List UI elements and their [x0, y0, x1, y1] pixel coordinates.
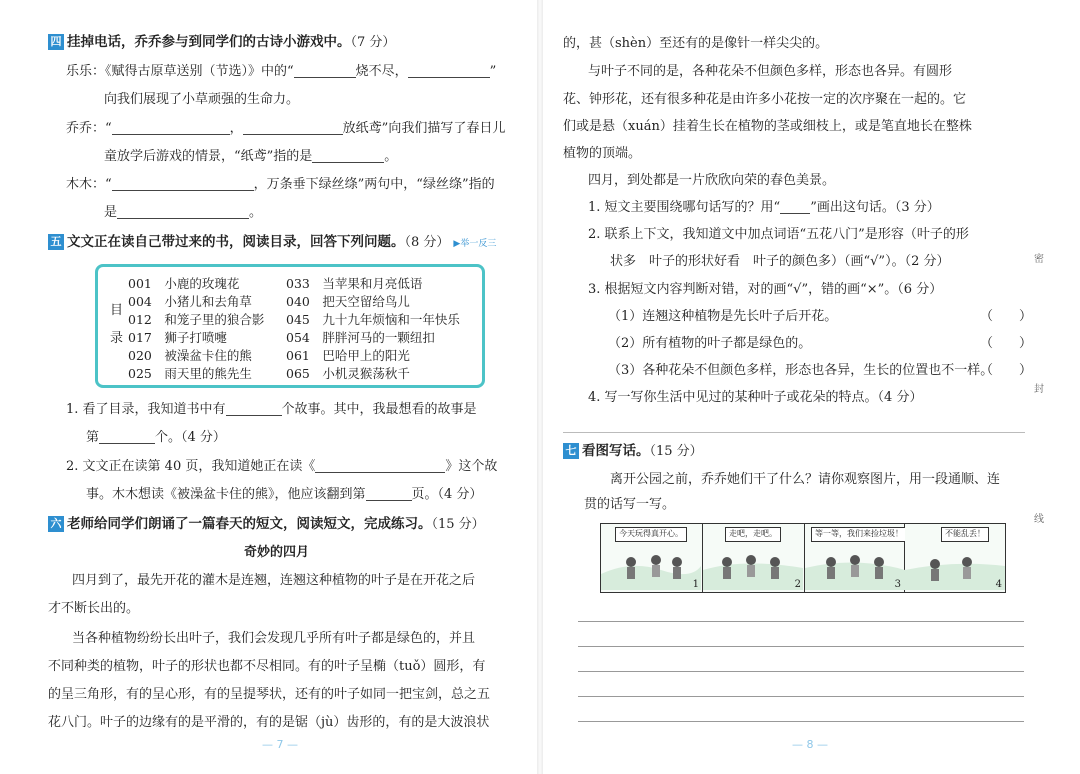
section-points: （15 分） — [649, 444, 703, 459]
story-paragraph-line: 植物的顶端。 — [563, 146, 642, 161]
page-number: — 8 — — [792, 738, 828, 751]
section-5-heading — [48, 233, 496, 253]
q5-2-line2: 事。木木想读《被澡盆卡住的熊》，他应该翻到第 页。（4 分） — [86, 487, 483, 502]
story-paragraph-line: 与叶子不同的是，各种花朵不但颜色多样，形态也各异。有圆形 — [588, 64, 953, 79]
answer-blank[interactable] — [112, 120, 230, 135]
answer-blank[interactable] — [315, 458, 445, 473]
section-title: 看图写话。 — [582, 443, 650, 459]
writing-line[interactable] — [578, 646, 1024, 647]
answer-blank[interactable] — [243, 120, 343, 135]
answer-blank[interactable] — [226, 401, 282, 416]
toc-entry: 065 小机灵猴荡秋千 — [286, 366, 410, 381]
speech-bubble: 走吧，走吧。 — [725, 527, 781, 542]
panel-number: 1 — [692, 579, 699, 590]
section-number-badge: 七 — [563, 443, 579, 459]
seal-line-mark: 密 — [1034, 254, 1044, 265]
toc-entry: 017 狮子打喷嚏 — [128, 330, 227, 345]
panel-number: 4 — [995, 579, 1002, 590]
toc-entry: 012 和笼子里的狼合影 — [128, 312, 265, 327]
q4-qiaoqiao-line2: 童放学后游戏的情景，“纸鸢”指的是 。 — [104, 149, 398, 164]
judgement-paren[interactable]: （ ） — [980, 363, 1033, 378]
q5-2-line: 2. 文文正在读第 40 页，我知道她正在读《 》这个故 — [66, 459, 498, 474]
section-title: 文文正在读自己带过来的书，阅读目录，回答下列问题。 — [67, 234, 405, 250]
writing-prompt: 贯的话写一写。 — [584, 497, 676, 512]
story-title: 奇妙的四月 — [244, 545, 310, 560]
speech-bubble: 等一等，我们来捡垃圾！ — [811, 527, 907, 542]
children-leaving-illustration — [703, 540, 803, 590]
q5-1-line2: 第 个。（4 分） — [86, 430, 226, 445]
q4-mumu-line2: 是 。 — [104, 205, 263, 220]
answer-blank[interactable] — [780, 199, 810, 214]
story-paragraph-line: 们或是悬（xuán）挂着生长在植物的茎或细枝上，或是笔直地长在整株 — [563, 119, 972, 134]
q6-2-line: 2. 联系上下文，我知道文中加点词语“五花八门”是形容（叶子的形 — [588, 227, 969, 242]
story-paragraph-line: 四月到了，最先开花的灌木是连翘，连翘这种植物的叶子是在开花之后 — [72, 573, 476, 588]
q4-qiaoqiao-line: 乔乔：“ ， 放纸鸢”向我们描写了春日儿 — [66, 121, 506, 136]
toc-entry: 020 被澡盆卡住的熊 — [128, 348, 252, 363]
story-paragraph-line: 当各种植物纷纷长出叶子，我们会发现几乎所有叶子都是绿色的，并且 — [72, 631, 476, 646]
writing-line[interactable] — [578, 696, 1024, 697]
toc-entry: 004 小猪儿和去角草 — [128, 294, 252, 309]
comic-panel — [805, 524, 905, 592]
q5-1-line: 1. 看了目录，我知道书中有 个故事。其中，我最想看的故事是 — [66, 402, 477, 417]
speech-bubble: 不能乱丢！ — [941, 527, 989, 542]
answer-blank[interactable] — [112, 176, 254, 191]
section-points: （8 分） — [404, 235, 450, 250]
children-picnic-illustration — [601, 540, 701, 590]
q6-1-line: 1. 短文主要围绕哪句话写的？用“ ”画出这句话。（3 分） — [588, 200, 940, 215]
page-number: — 7 — — [262, 738, 298, 751]
answer-blank[interactable] — [294, 63, 356, 78]
judgement-paren[interactable]: （ ） — [980, 336, 1033, 351]
story-paragraph-line: 花、钟形花，还有很多种花是由许多小花按一定的次序聚在一起的。它 — [563, 92, 967, 107]
toc-label: 录 — [110, 331, 124, 346]
q6-3-statement-3: （3）各种花朵不但颜色多样，形态也各异，生长的位置也不一样。 — [608, 363, 994, 378]
table-of-contents-box — [95, 264, 485, 388]
q6-3-line: 3. 根据短文内容判断对错，对的画“√”，错的画“×”。（6 分） — [588, 282, 943, 297]
q6-4-line: 4. 写一写你生活中见过的某种叶子或花朵的特点。（4 分） — [588, 390, 923, 405]
page-8 — [540, 0, 1080, 774]
section-title: 挂掉电话，乔乔参与到同学们的古诗小游戏中。 — [67, 34, 351, 50]
writing-line[interactable] — [578, 621, 1024, 622]
answer-line[interactable] — [563, 432, 1025, 433]
toc-entry: 054 胖胖河马的一颗纽扣 — [286, 330, 435, 345]
comic-panel — [905, 524, 1005, 592]
story-paragraph-line: 的呈三角形，有的呈心形，有的呈提琴状，还有的叶子如同一把宝剑，总之五 — [48, 687, 491, 702]
section-6-heading — [48, 515, 485, 534]
section-points: （7 分） — [350, 35, 396, 50]
q6-2-line2: 状多 叶子的形状好看 叶子的颜色多）（画“√”）。（2 分） — [610, 254, 950, 269]
writing-line[interactable] — [578, 721, 1024, 722]
panel-number: 2 — [794, 579, 801, 590]
story-paragraph-line: 的，甚（shèn）至还有的是像针一样尖尖的。 — [563, 36, 829, 51]
answer-blank[interactable] — [408, 63, 490, 78]
judgement-paren[interactable]: （ ） — [980, 309, 1033, 324]
story-paragraph-line: 才不断长出的。 — [48, 601, 140, 616]
answer-blank[interactable] — [312, 148, 384, 163]
section-number-badge: 五 — [48, 234, 64, 250]
comic-panel — [703, 524, 805, 592]
q4-lele-line: 乐乐：《赋得古原草送别（节选）》中的“ 烧不尽， ” — [66, 64, 497, 79]
story-paragraph-line: 花八门。叶子的边缘有的是平滑的，有的是锯（jù）齿形的，有的是大波浪状 — [48, 715, 490, 730]
section-title: 老师给同学们朗诵了一篇春天的短文，阅读短文，完成练习。 — [67, 516, 432, 532]
writing-line[interactable] — [578, 671, 1024, 672]
toc-entry: 025 雨天里的熊先生 — [128, 366, 252, 381]
story-paragraph-line: 不同种类的植物，叶子的形状也都不尽相同。有的叶子呈椭（tuǒ）圆形，有 — [48, 659, 486, 674]
toc-entry: 033 当苹果和月亮低语 — [286, 276, 423, 291]
story-paragraph-line: 四月，到处都是一片欣欣向荣的春色美景。 — [588, 173, 836, 188]
section-4-heading — [48, 33, 395, 52]
q4-mumu-line: 木木：“ ，万条垂下绿丝绦”两句中，“绿丝绦”指的 — [66, 177, 495, 192]
answer-blank[interactable] — [117, 204, 249, 219]
section-points: （15 分） — [431, 517, 485, 532]
children-picking-trash-illustration — [805, 540, 905, 590]
toc-entry: 061 巴哈甲上的阳光 — [286, 348, 410, 363]
speech-bubble: 今天玩得真开心。 — [615, 527, 687, 542]
answer-blank[interactable] — [99, 429, 155, 444]
comic-panel — [601, 524, 703, 592]
toc-entry: 045 九十九年烦恼和一年快乐 — [286, 312, 460, 327]
section-number-badge: 六 — [48, 516, 64, 532]
toc-entry: 040 把天空留给鸟儿 — [286, 294, 410, 309]
section-7-heading — [563, 442, 703, 461]
q6-3-statement-2: （2）所有植物的叶子都是绿色的。 — [608, 336, 812, 351]
toc-label: 目 — [110, 303, 124, 318]
q4-lele-line2: 向我们展现了小草顽强的生命力。 — [104, 92, 300, 107]
extension-tag: ▶举一反三 — [453, 239, 497, 249]
writing-prompt: 离开公园之前，乔乔她们干了什么？请你观察图片，用一段通顺、连 — [610, 472, 1001, 487]
section-number-badge: 四 — [48, 34, 64, 50]
comic-strip — [600, 523, 1006, 593]
seal-line-mark: 封 — [1034, 384, 1044, 395]
answer-blank[interactable] — [366, 486, 412, 501]
seal-line-mark: 线 — [1034, 514, 1044, 525]
children-cleaning-illustration — [905, 540, 1005, 590]
panel-number: 3 — [894, 579, 901, 590]
toc-entry: 001 小鹿的玫瑰花 — [128, 276, 240, 291]
q6-3-statement-1: （1）连翘这种植物是先长叶子后开花。 — [608, 309, 838, 324]
